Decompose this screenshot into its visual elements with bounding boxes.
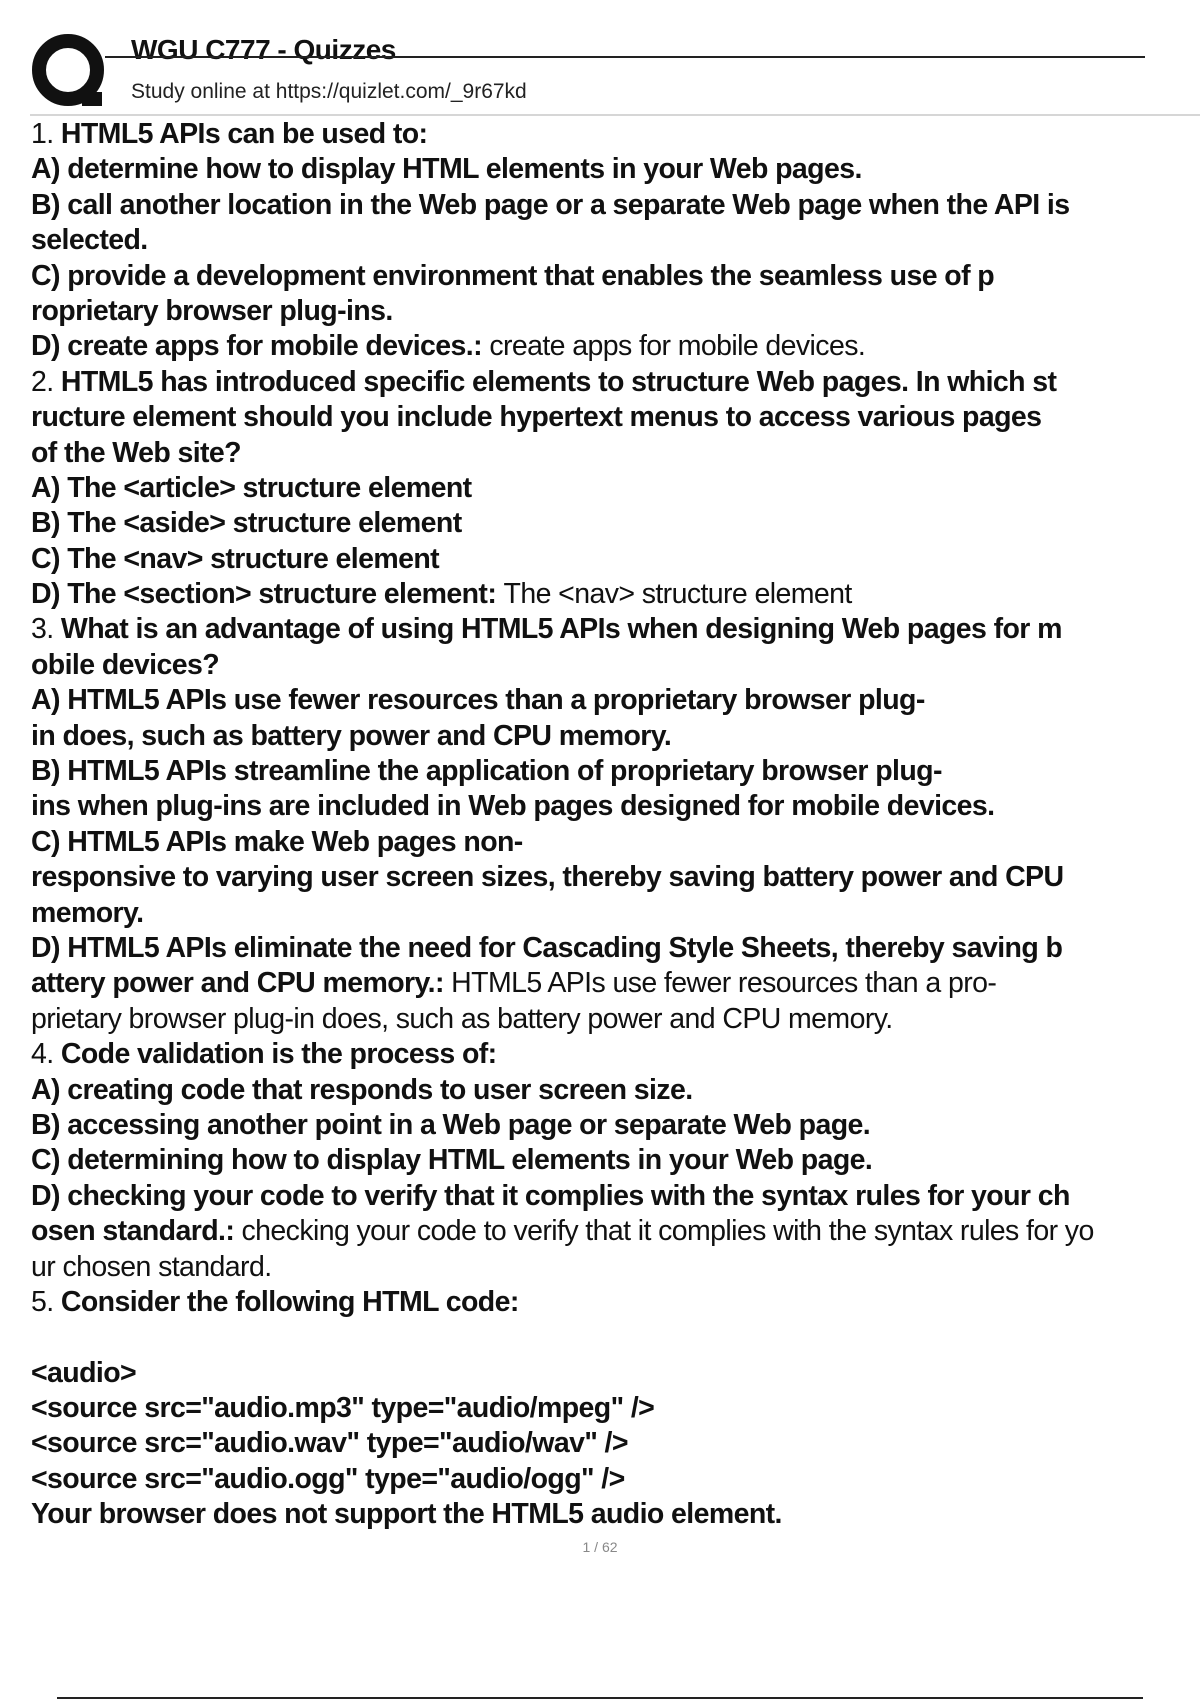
text-line [31,860,1197,895]
term-text: responsive to varying user screen sizes, thereby saving battery power and CPU [31,861,1064,894]
term-text: attery power and CPU memory.: [31,967,452,1000]
question-number: 5. [31,1285,61,1318]
term-text: C) determining how to display HTML elements in your Web page. [31,1144,873,1177]
document-title: WGU C777 - Quizzes [131,34,396,65]
term-text: obile devices? [31,648,220,681]
page-number: 1 / 62 [582,1539,618,1555]
text-line [31,542,1197,577]
study-online-link[interactable]: Study online at https://quizlet.com/_9r67kd [131,80,527,103]
text-line [31,1143,1197,1178]
term-text: in does, such as battery power and CPU memory. [31,719,672,752]
term-text: roprietary browser plug-ins. [31,294,393,327]
term-text: <source src="audio.ogg" type="audio/ogg" /> [31,1462,625,1495]
text-line [31,1391,1197,1426]
term-text: A) determine how to display HTML elements in your Web pages. [31,153,862,186]
text-line [31,223,1197,258]
document-header [0,0,1200,116]
text-line [31,683,1197,718]
term-text: <source src="audio.wav" type="audio/wav" /> [31,1427,628,1460]
text-line [31,1002,1197,1037]
text-line [31,612,1197,647]
text-line [31,719,1197,754]
term-text: Consider the following HTML code: [60,1285,519,1318]
term-text: C) The <nav> structure element [31,542,440,575]
term-text: C) HTML5 APIs make Web pages non- [31,825,523,858]
text-line [31,471,1197,506]
text-line [31,1214,1197,1249]
text-line [31,1179,1197,1214]
text-line [31,577,1197,612]
term-text: selected. [31,224,148,257]
term-text: HTML5 has introduced specific elements to structure Web pages. In which st [60,365,1057,398]
answer-text: The <nav> structure element [503,578,852,611]
text-line [31,259,1197,294]
text-line [31,1108,1197,1143]
term-text: ructure element should you include hypertext menus to access various pages [31,401,1042,434]
text-line [31,436,1197,471]
text-line [31,400,1197,435]
answer-text: HTML5 APIs use fewer resources than a pro- [451,967,997,1000]
answer-text: checking your code to verify that it complies with the syntax rules for yo [241,1215,1094,1248]
text-line [31,754,1197,789]
question-number: 3. [31,613,61,646]
text-line [31,1426,1197,1461]
text-line [31,1250,1197,1285]
title-underline [105,56,1145,58]
text-line [31,1356,1197,1391]
answer-text: ur chosen standard. [31,1250,272,1283]
text-line [31,825,1197,860]
answer-text: prietary browser plug-in does, such as battery power and CPU memory. [31,1002,893,1035]
text-line [31,966,1197,1001]
text-line [31,117,1197,152]
text-line [31,152,1197,187]
answer-text: create apps for mobile devices. [489,330,866,363]
text-line [31,506,1197,541]
term-text: HTML5 APIs can be used to: [60,118,428,150]
header-divider [30,114,1200,116]
term-text: B) The <aside> structure element [31,507,462,540]
term-text: <source src="audio.mp3" type="audio/mpeg" /> [31,1392,655,1425]
text-line [31,188,1197,223]
question-number: 1. [31,118,61,150]
term-text: A) HTML5 APIs use fewer resources than a proprietary browser plug- [31,684,925,717]
text-line [31,1497,1197,1532]
term-text: B) HTML5 APIs streamline the application of proprietary browser plug- [31,755,942,788]
text-line [31,294,1197,329]
text-line [31,1073,1197,1108]
text-line [31,1037,1197,1072]
term-text: <audio> [31,1356,137,1389]
blank-line [31,1320,1197,1355]
text-line [31,648,1197,683]
term-text: Your browser does not support the HTML5 audio element. [31,1498,782,1531]
term-text: Code validation is the process of: [60,1038,497,1071]
term-text: B) call another location in the Web page or a separate Web page when the API is [31,188,1070,221]
term-text: A) creating code that responds to user screen size. [31,1073,693,1106]
text-line [31,1462,1197,1497]
quiz-content [31,117,1197,1533]
text-line [31,1285,1197,1320]
footer-divider [57,1697,1143,1699]
term-text: What is an advantage of using HTML5 APIs when designing Web pages for m [60,613,1062,646]
term-text: ins when plug-ins are included in Web pages designed for mobile devices. [31,790,995,823]
text-line [31,365,1197,400]
text-line [31,896,1197,931]
term-text: osen standard.: [31,1215,242,1248]
term-text: B) accessing another point in a Web page or separate Web page. [31,1108,871,1141]
quizlet-logo-icon [30,32,110,112]
text-line [31,931,1197,966]
term-text: D) create apps for mobile devices.: [31,330,490,363]
term-text: of the Web site? [31,436,241,469]
term-text: memory. [31,896,144,929]
question-number: 4. [31,1038,61,1071]
question-number: 2. [31,365,61,398]
term-text: A) The <article> structure element [31,471,472,504]
text-line [31,329,1197,364]
term-text: D) checking your code to verify that it complies with the syntax rules for your ch [31,1179,1070,1212]
term-text: C) provide a development environment that enables the seamless use of p [31,259,995,292]
text-line [31,789,1197,824]
term-text: D) HTML5 APIs eliminate the need for Cascading Style Sheets, thereby saving b [31,931,1063,964]
term-text: D) The <section> structure element: [31,578,504,611]
